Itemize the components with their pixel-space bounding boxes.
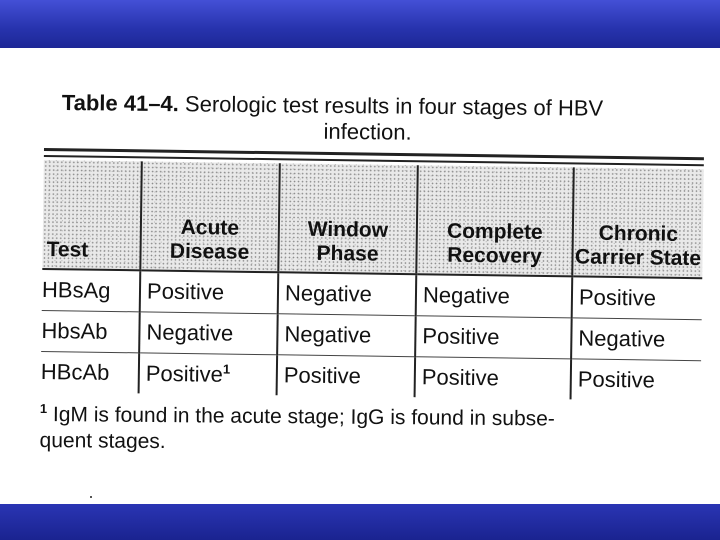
cell-window: Positive <box>277 355 416 397</box>
cell-acute: Negative <box>139 312 278 355</box>
cell-chronic: Positive <box>571 359 702 401</box>
cell-recovery: Positive <box>415 357 572 400</box>
cell-acute-value: Positive <box>145 360 224 387</box>
footnote-marker: 1 <box>39 400 48 417</box>
cell-test-name: HBsAg <box>42 269 141 312</box>
table-header-row <box>42 160 703 278</box>
serology-table-wrap <box>41 148 706 397</box>
header-window-phase: Window Phase <box>278 163 418 274</box>
serology-table <box>41 160 704 401</box>
table-caption <box>61 90 702 149</box>
footnote-marker-ref: 1 <box>222 361 231 377</box>
cell-test-name: HbsAb <box>41 310 140 352</box>
cell-test-name: HBcAb <box>40 358 110 385</box>
cell-acute <box>139 353 278 395</box>
header-complete-recovery: Complete Recovery <box>416 165 574 276</box>
cell-window: Negative <box>277 314 416 357</box>
top-banner <box>0 0 720 48</box>
header-chronic-carrier-state: Chronic Carrier State <box>572 167 704 278</box>
footnote-line2: quent stages. <box>39 428 166 454</box>
cell-chronic: Negative <box>571 318 702 361</box>
table-footnote <box>39 396 699 460</box>
header-test: Test <box>42 160 142 270</box>
cell-window: Negative <box>278 272 417 315</box>
table-title-line2: infection. <box>323 118 412 145</box>
scanned-document <box>36 82 706 472</box>
cell-acute: Positive <box>140 270 279 313</box>
table-number: Table 41–4. <box>61 90 179 117</box>
header-acute-disease: Acute Disease <box>140 161 280 272</box>
table-row <box>41 351 702 401</box>
footnote-line1: IgM is found in the acute stage; IgG is found in subse- <box>52 403 555 431</box>
table-title-line1: Serologic test results in four stages of HBV <box>184 91 604 121</box>
scan-speck <box>90 496 92 498</box>
cell-recovery: Positive <box>415 316 572 359</box>
cell-recovery: Negative <box>416 274 573 318</box>
cell-chronic: Positive <box>572 276 703 319</box>
bottom-banner <box>0 504 720 540</box>
